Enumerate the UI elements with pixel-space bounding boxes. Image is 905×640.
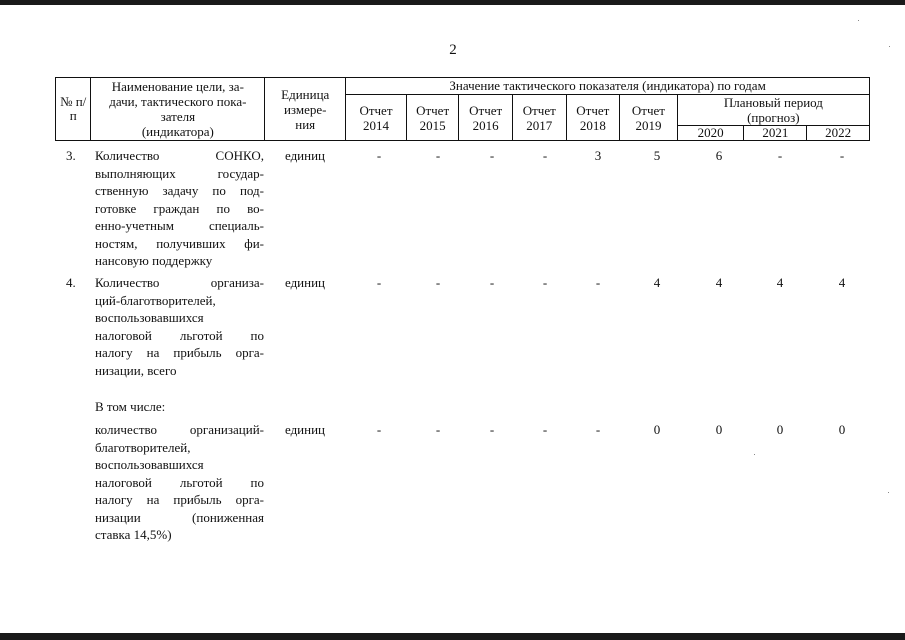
scan-speck [889, 46, 890, 47]
indicator-value: 3 [594, 148, 602, 163]
indicator-value: 4 [653, 275, 661, 290]
indicator-value: - [777, 148, 783, 163]
indicator-value: - [489, 148, 495, 163]
column-header-unit: Единица измере- ния [265, 78, 346, 141]
indicator-value: 0 [776, 422, 784, 437]
scan-border-top [0, 0, 905, 5]
column-header-report-2017: Отчет 2017 [512, 95, 566, 141]
column-header-report-2019: Отчет 2019 [620, 95, 678, 141]
scan-border-bottom [0, 633, 905, 640]
indicator-value: - [595, 422, 601, 437]
page-number: 2 [449, 42, 457, 58]
column-header-number: № п/п [56, 78, 91, 141]
indicator-value: - [489, 422, 495, 437]
indicator-value: - [839, 148, 845, 163]
indicator-value: - [542, 422, 548, 437]
column-group-values: Значение тактического показателя (индикатора) по годам [346, 78, 870, 95]
indicator-value: 0 [838, 422, 846, 437]
indicator-value: - [595, 275, 601, 290]
indicator-description: В том числе: [95, 399, 166, 414]
column-group-plan-period: Плановый период (прогноз) [677, 95, 869, 126]
indicator-value: - [542, 148, 548, 163]
indicator-value: 0 [715, 422, 723, 437]
indicator-description: Количество СОНКО, выполняющих государ- ственную задачу по под- готовке граждан по во- енно-учетным специаль- ностям, получивших фи- нансовую поддержку [95, 148, 264, 268]
indicator-value: - [435, 148, 441, 163]
indicator-description: количество организаций- благотворителей, воспользовавшихся налоговой льготой по налогу на прибыль орга- низации (пониженная ставка 14,5%) [95, 422, 264, 542]
column-header-plan-2021: 2021 [744, 126, 807, 141]
indicator-value: 0 [653, 422, 661, 437]
indicator-table-header [55, 77, 870, 141]
column-header-plan-2020: 2020 [677, 126, 744, 141]
indicator-unit: единиц [284, 148, 326, 163]
scan-speck [754, 454, 755, 455]
column-header-report-2015: Отчет 2015 [406, 95, 459, 141]
indicator-value: 5 [653, 148, 661, 163]
indicator-value: - [376, 275, 382, 290]
indicator-value: - [435, 422, 441, 437]
indicator-value: - [435, 275, 441, 290]
indicator-value: - [376, 148, 382, 163]
indicator-unit: единиц [284, 422, 326, 437]
scan-speck [858, 20, 859, 21]
indicator-value: - [489, 275, 495, 290]
column-header-report-2016: Отчет 2016 [459, 95, 513, 141]
indicator-value: 4 [838, 275, 846, 290]
indicator-unit: единиц [284, 275, 326, 290]
indicator-value: 4 [776, 275, 784, 290]
column-header-report-2018: Отчет 2018 [566, 95, 620, 141]
column-header-name: Наименование цели, за- дачи, тактического пока- зателя (индикатора) [91, 78, 265, 141]
row-number: 3. [66, 148, 76, 163]
indicator-value: 6 [715, 148, 723, 163]
scan-speck [888, 492, 889, 493]
indicator-description: Количество организа- ций-благотворителей, воспользовавшихся налоговой льготой по налогу на прибыль орга- низации, всего [95, 275, 264, 378]
row-number: 4. [66, 275, 76, 290]
indicator-value: - [376, 422, 382, 437]
column-header-report-2014: Отчет 2014 [346, 95, 407, 141]
column-header-plan-2022: 2022 [807, 126, 870, 141]
indicator-value: - [542, 275, 548, 290]
indicator-value: 4 [715, 275, 723, 290]
